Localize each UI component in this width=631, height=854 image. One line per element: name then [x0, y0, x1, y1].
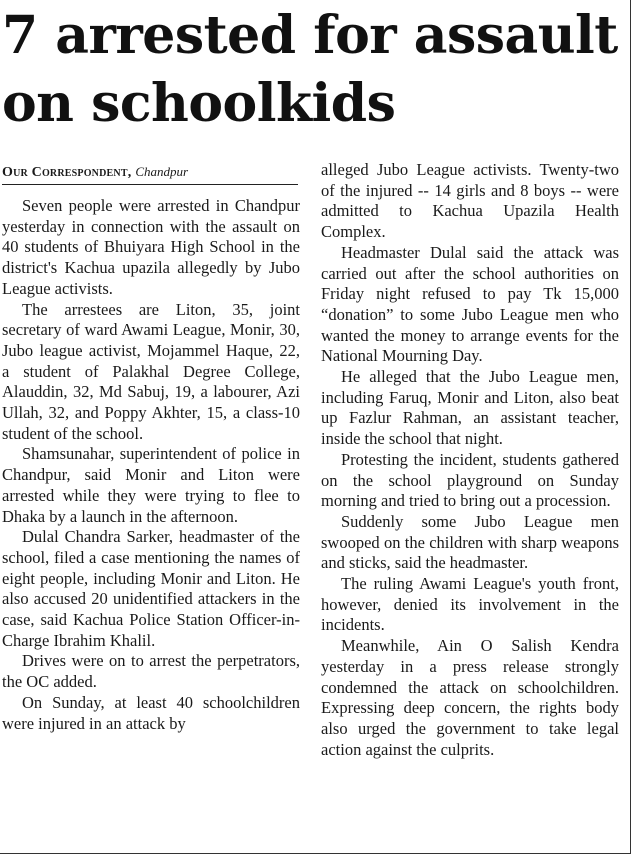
- byline-place: Chandpur: [135, 164, 189, 179]
- paragraph: Headmaster Dulal said the attack was carried out after the school authorities on Friday night refused to pay Tk 15,000 “donation” to some Jubo League men who wanted the money to arrange events for the National Mourning Day.: [321, 242, 619, 366]
- paragraph-continued: alleged Jubo League activists. Twenty-two of the injured -- 14 girls and 8 boys -- were admitted to Kachua Upazila Health Complex.: [321, 160, 619, 242]
- paragraph: The ruling Awami League's youth front, however, denied its involvement in the incidents.: [321, 574, 619, 635]
- paragraph: Protesting the incident, students gathered on the school playground on Sunday morning and tried to bring out a procession.: [321, 449, 619, 511]
- paragraph: Drives were on to arrest the perpetrators, the OC added.: [2, 651, 300, 692]
- paragraph: The arrestees are Liton, 35, joint secretary of ward Awami League, Monir, 30, Jubo league activist, Mojammel Haque, 22, a student of Palakhal Degree College, Alauddin, 32, Md Sabuj, 19, a labourer, Azi Ullah, 32, and Poppy Akhter, 15, a class-10 student of the school.: [2, 299, 300, 443]
- headline-line-1: 7 arrested for assault: [2, 5, 618, 66]
- paragraph: Meanwhile, Ain O Salish Kendra yesterday in a press release strongly condemned the attack on schoolchildren. Expressing deep concern, the rights body also urged the government to take legal action against the culprits.: [321, 636, 619, 759]
- headline-line-2: on schoolkids: [2, 73, 396, 134]
- article-column-left: [2, 196, 300, 734]
- paragraph: Suddenly some Jubo League men swooped on the children with sharp weapons and sticks, said the headmaster.: [321, 511, 619, 573]
- paragraph: Seven people were arrested in Chandpur yesterday in connection with the assault on 40 students of Bhuiyara High School in the district's Kachua upazila allegedly by Jubo League activists.: [2, 196, 300, 298]
- paragraph: On Sunday, at least 40 schoolchildren were injured in an attack by: [2, 692, 300, 733]
- paragraph: Shamsunahar, superintendent of police in Chandpur, said Monir and Liton were arrested while they were trying to flee to Dhaka by a launch in the afternoon.: [2, 444, 300, 526]
- paragraph: He alleged that the Jubo League men, including Faruq, Monir and Liton, also beat up Fazlur Rahman, an assistant teacher, inside the school that night.: [321, 367, 619, 449]
- headline: [2, 2, 628, 138]
- byline: [2, 163, 298, 185]
- byline-author: Our Correspondent,: [2, 165, 132, 180]
- article-column-right: [321, 160, 619, 760]
- paragraph: Dulal Chandra Sarker, headmaster of the school, filed a case mentioning the names of eight people, including Monir and Liton. He also accused 20 unidentified attackers in the case, said Kachua Police Station Officer-in-Charge Ibrahim Khalil.: [2, 527, 300, 650]
